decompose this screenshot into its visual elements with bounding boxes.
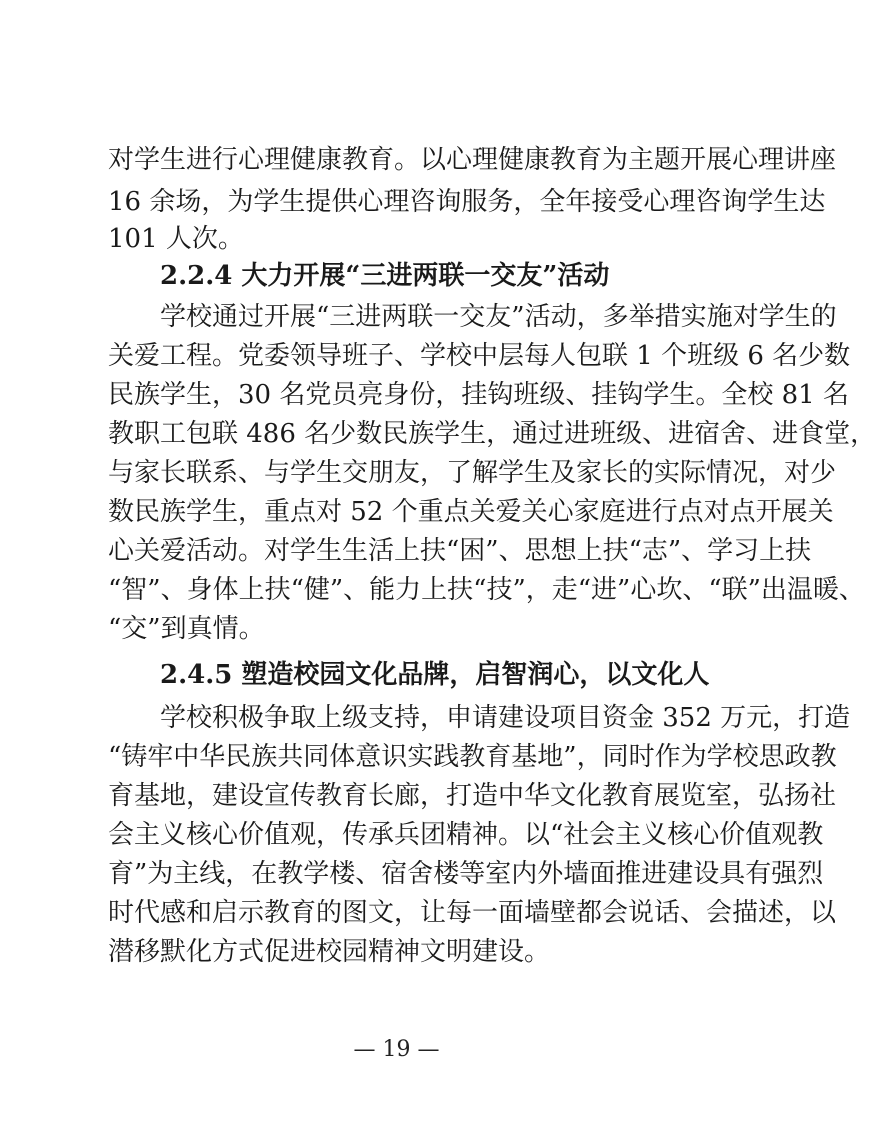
- section-heading-2-2-4: 2.2.4 大力开展“三进两联一交友”活动: [160, 261, 610, 291]
- paragraph-line: 育”为主线，在教学楼、宿舍楼等室内外墙面推进建设具有强烈: [108, 859, 824, 889]
- paragraph-line: “铸牢中华民族共同体意识实践教育基地”，同时作为学校思政教: [108, 742, 837, 772]
- paragraph-line: 教职工包联 486 名少数民族学生，通过进班级、进宿舍、进食堂，: [108, 419, 876, 449]
- paragraph-line: 潜移默化方式促进校园精神文明建设。: [108, 937, 551, 967]
- paragraph-line: 与家长联系、与学生交朋友，了解学生及家长的实际情况，对少: [108, 458, 837, 488]
- paragraph-line: “交”到真情。: [108, 614, 265, 644]
- paragraph-line: 会主义核心价值观，传承兵团精神。以“社会主义核心价值观教: [108, 820, 824, 850]
- paragraph-line: 数民族学生，重点对 52 个重点关爱关心家庭进行点对点开展关: [108, 497, 834, 527]
- paragraph-line: 心关爱活动。对学生生活上扶“困”、思想上扶“志”、学习上扶: [108, 536, 812, 566]
- page-number: — 19 —: [353, 1037, 440, 1062]
- paragraph-line: 对学生进行心理健康教育。以心理健康教育为主题开展心理讲座: [108, 145, 837, 175]
- paragraph-line: 育基地，建设宣传教育长廊，打造中华文化教育展览室，弘扬社: [108, 781, 837, 811]
- paragraph-line: 学校积极争取上级支持，申请建设项目资金 352 万元，打造: [160, 703, 851, 733]
- paragraph-line: 民族学生，30 名党员亮身份，挂钩班级、挂钩学生。全校 81 名: [108, 380, 849, 410]
- section-heading-2-4-5: 2.4.5 塑造校园文化品牌，启智润心，以文化人: [160, 660, 710, 690]
- paragraph-line: “智”、身体上扶“健”、能力上扶“技”，走“进”心坎、“联”出温暖、: [108, 575, 865, 605]
- paragraph-line: 时代感和启示教育的图文，让每一面墙壁都会说话、会描述，以: [108, 898, 837, 928]
- paragraph-line: 16 余场，为学生提供心理咨询服务，全年接受心理咨询学生达: [108, 187, 826, 217]
- paragraph-line: 学校通过开展“三进两联一交友”活动，多举措实施对学生的: [160, 302, 837, 332]
- paragraph-line: 101 人次。: [108, 224, 244, 254]
- paragraph-line: 关爱工程。党委领导班子、学校中层每人包联 1 个班级 6 名少数: [108, 341, 851, 371]
